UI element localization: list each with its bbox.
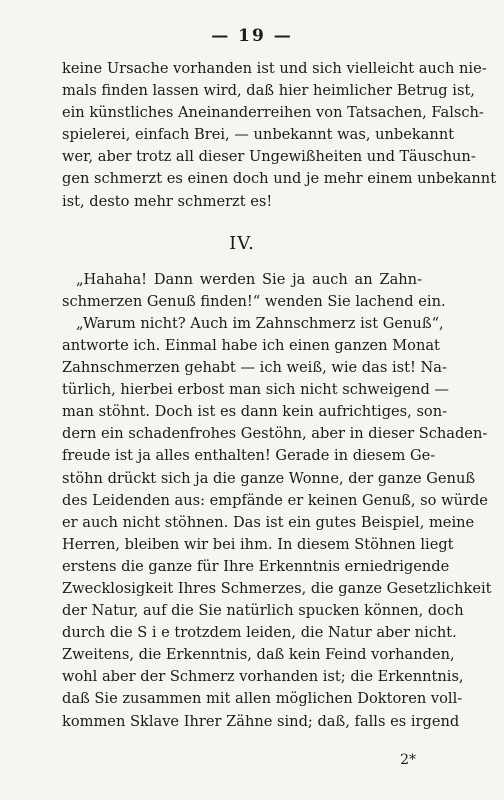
- text-line: türlich, hierbei erbost man sich nicht schweigend —: [62, 381, 450, 399]
- text-line: freude ist ja alles enthalten! Gerade in diesem Ge-: [62, 447, 436, 465]
- text-line: man stöhnt. Doch ist es dann kein aufrichtiges, son-: [62, 403, 448, 421]
- text-line: kommen Sklave Ihrer Zähne sind; daß, falls es irgend: [62, 712, 460, 730]
- paragraph: [62, 58, 497, 213]
- text-line: stöhn drückt sich ja die ganze Wonne, der ganze Genuß: [62, 469, 476, 487]
- signature-mark: 2*: [400, 752, 416, 768]
- text-line: mals finden lassen wird, daß hier heimlicher Betrug ist,: [62, 82, 475, 100]
- page-number-header: — 19 —: [211, 26, 293, 46]
- text-line: erstens die ganze für Ihre Erkenntnis erniedrigende: [62, 557, 450, 575]
- text-body: [62, 58, 497, 733]
- text-line: wohl aber der Schmerz vorhanden ist; die Erkenntnis,: [62, 668, 464, 686]
- text-line: dern ein schadenfrohes Gestöhn, aber in dieser Schaden-: [62, 425, 488, 443]
- paragraph: [62, 313, 492, 733]
- text-line: er auch nicht stöhnen. Das ist ein gutes Beispiel, meine: [62, 513, 475, 531]
- text-line: schmerzen Genuß finden!“ wenden Sie lachend ein.: [62, 292, 446, 310]
- paragraph: [62, 269, 446, 313]
- text-line: Zweitens, die Erkenntnis, daß kein Feind vorhanden,: [62, 646, 455, 664]
- text-line: der Natur, auf die Sie natürlich spucken können, doch: [62, 602, 464, 620]
- text-line: keine Ursache vorhanden ist und sich vielleicht auch nie-: [62, 60, 487, 77]
- text-line: „Hahaha! Dann werden Sie ja auch an Zahn-: [76, 270, 422, 288]
- text-line: des Leidenden aus: empfände er keinen Genuß, so würde: [62, 491, 488, 509]
- text-line: durch die S i e trotzdem leiden, die Natur aber nicht.: [62, 624, 457, 642]
- section-heading: IV.: [229, 232, 255, 254]
- text-line: Herren, bleiben wir bei ihm. In diesem Stöhnen liegt: [62, 535, 454, 553]
- text-line: wer, aber trotz all dieser Ungewißheiten und Täuschun-: [62, 148, 476, 166]
- text-line: Zahnschmerzen gehabt — ich weiß, wie das ist! Na-: [62, 359, 447, 377]
- text-line: spielerei, einfach Brei, — unbekannt was, unbekannt: [62, 126, 455, 144]
- text-line: ist, desto mehr schmerzt es!: [62, 192, 273, 210]
- text-line: Zwecklosigkeit Ihres Schmerzes, die ganze Gesetzlichkeit: [62, 579, 492, 597]
- text-line: „Warum nicht? Auch im Zahnschmerz ist Genuß“,: [76, 314, 444, 332]
- text-line: daß Sie zusammen mit allen möglichen Doktoren voll-: [62, 690, 463, 708]
- text-line: gen schmerzt es einen doch und je mehr einem unbekannt: [62, 170, 497, 188]
- text-line: antworte ich. Einmal habe ich einen ganzen Monat: [62, 336, 440, 354]
- text-line: ein künstliches Aneinanderreihen von Tatsachen, Falsch-: [62, 104, 484, 122]
